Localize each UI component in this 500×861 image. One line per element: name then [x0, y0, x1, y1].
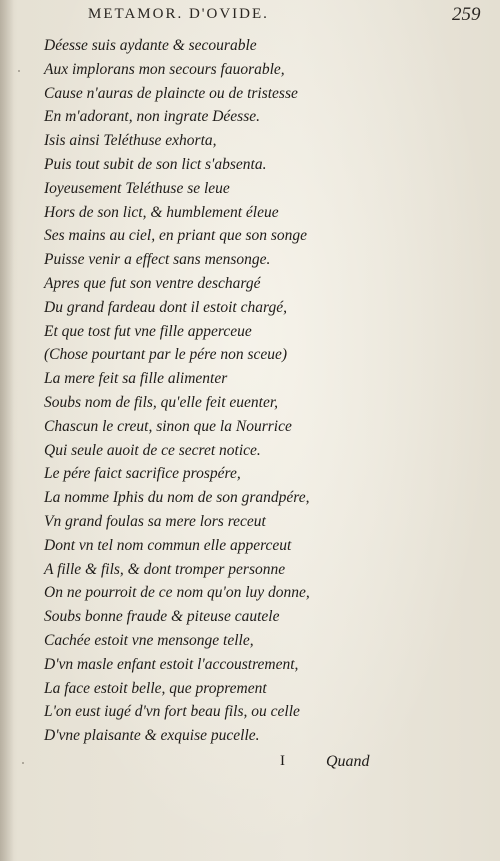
catchword: Quand	[326, 753, 370, 770]
verse-line: D'vne plaisante & exquise pucelle.	[44, 727, 260, 745]
verse-line: A fille & fils, & dont tromper personne	[44, 560, 286, 578]
verse-line: Et que tost fut vne fille apperceue	[44, 322, 252, 340]
ink-speck	[22, 762, 24, 764]
verse-line: Aux implorans mon secours fauorable,	[44, 60, 285, 78]
verse-line: Cachée estoit vne mensonge telle,	[44, 632, 254, 649]
verse-line: Vn grand foulas sa mere lors receut	[44, 513, 266, 530]
signature-mark: I	[280, 753, 285, 769]
verse-line: Dont vn tel nom commun elle apperceut	[44, 536, 292, 554]
page-number: 259	[452, 4, 481, 25]
verse-line: Du grand fardeau dont il estoit chargé,	[44, 298, 287, 316]
verse-line: La nomme Iphis du nom de son grandpére,	[44, 489, 310, 507]
ink-speck	[18, 70, 20, 72]
running-head: METAMOR. D'OVIDE.	[88, 6, 269, 22]
verse-line: La mere feit sa fille alimenter	[44, 370, 228, 388]
verse-line: L'on eust iugé d'vn fort beau fils, ou celle	[44, 703, 300, 721]
verse-line: Chascun le creut, sinon que la Nourrice	[44, 417, 292, 435]
verse-line: En m'adorant, non ingrate Déesse.	[44, 108, 260, 126]
verse-line: Ses mains au ciel, en priant que son songe	[44, 227, 308, 245]
verse-line: Le pére faict sacrifice prospére,	[44, 465, 241, 483]
verse-line: On ne pourroit de ce nom qu'on luy donne,	[44, 584, 310, 602]
verse-line: D'vn masle enfant estoit l'accoustrement,	[44, 655, 299, 673]
verse-line: Qui seule auoit de ce secret notice.	[44, 441, 261, 459]
verse-line: Ioyeusement Teléthuse se leue	[44, 179, 230, 197]
verse-line: La face estoit belle, que proprement	[44, 679, 267, 697]
gutter-shadow	[0, 0, 14, 861]
verse-line: Apres que fut son ventre deschargé	[44, 275, 261, 292]
verse-line: Puisse venir a effect sans mensonge.	[44, 251, 271, 269]
verse-line: Soubs bonne fraude & piteuse cautele	[44, 608, 280, 626]
verse-line: Hors de son lict, & humblement éleue	[44, 203, 279, 221]
verse-line: Déesse suis aydante & secourable	[44, 37, 257, 54]
verse-line: (Chose pourtant par le pére non sceue)	[44, 346, 288, 364]
verse-line: Puis tout subit de son lict s'absenta.	[44, 156, 267, 173]
verse-line: Soubs nom de fils, qu'elle feit euenter,	[44, 394, 279, 411]
verse-line: Isis ainsi Teléthuse exhorta,	[44, 132, 217, 150]
verse-line: Cause n'auras de plaincte ou de tristesse	[44, 84, 298, 102]
